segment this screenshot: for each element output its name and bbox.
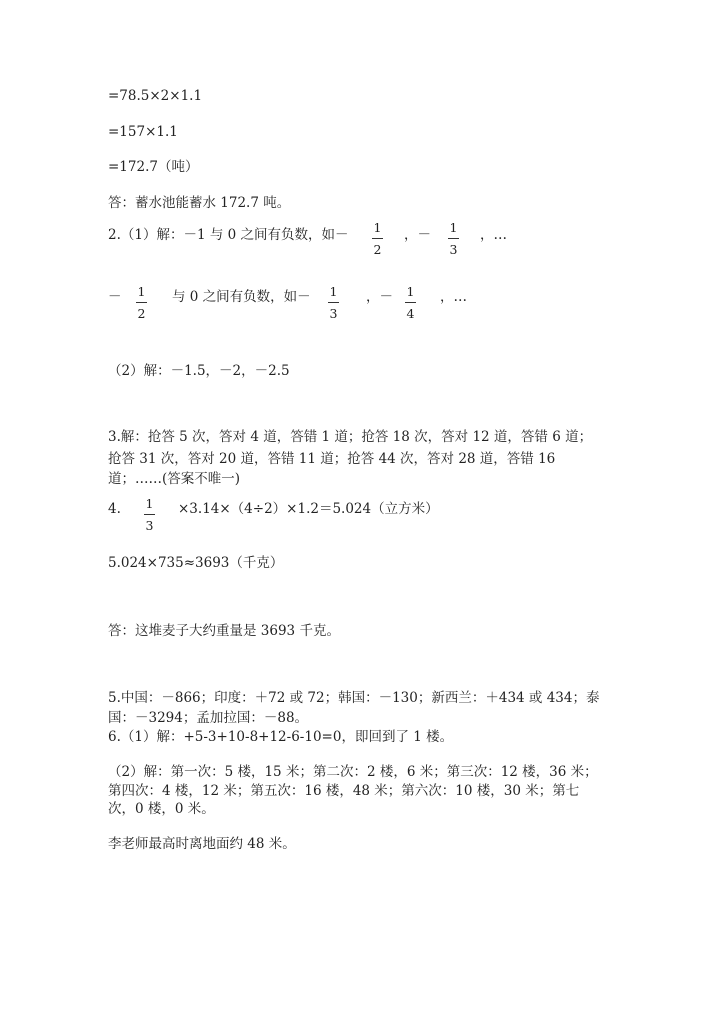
answer-line-1: 答：蓄水池能蓄水 172.7 吨。 — [108, 195, 291, 211]
fraction-denominator: 3 — [449, 242, 458, 257]
q5-line2: 国：－3294；孟加拉国：－88。 — [108, 710, 309, 726]
fraction-bar — [328, 302, 339, 303]
fraction-one-quarter — [405, 284, 416, 321]
fraction-denominator: 3 — [329, 306, 338, 321]
calc-line-1: =78.5×2×1.1 — [108, 88, 203, 104]
calc-line-3: =172.7（吨） — [108, 159, 199, 175]
q2-line2-end: ，… — [440, 289, 467, 305]
q2-part1-end: ，… — [480, 227, 507, 243]
fraction-bar — [372, 238, 383, 239]
fraction-numerator: 1 — [449, 220, 458, 235]
q3-line3: 道；……(答案不唯一) — [108, 471, 241, 487]
fraction-numerator: 1 — [373, 220, 382, 235]
q4-expression: ×3.14×（4÷2）×1.2＝5.024（立方米） — [178, 501, 439, 517]
fraction-numerator: 1 — [137, 284, 146, 299]
q4-number: 4. — [108, 501, 121, 517]
calc-line-2: =157×1.1 — [108, 124, 178, 140]
q6-line4: 次，0 楼，0 米。 — [108, 801, 215, 817]
q6-answer: 李老师最高时离地面约 48 米。 — [108, 836, 296, 852]
q6-line3: 第四次：4 楼，12 米；第五次：16 楼，48 米；第六次：10 楼，30 米；第七 — [108, 783, 580, 799]
fraction-bar — [448, 238, 459, 239]
q2-part2: （2）解：－1.5，－2，－2.5 — [108, 363, 290, 379]
q2-part1-text: 2.（1）解：－1 与 0 之间有负数，如－ — [108, 227, 349, 243]
q2-line2-minus: － — [108, 289, 122, 305]
q4-answer: 答：这堆麦子大约重量是 3693 千克。 — [108, 623, 340, 639]
fraction-numerator: 1 — [329, 284, 338, 299]
q6-line1: 6.（1）解：+5-3+10-8+12-6-10=0，即回到了 1 楼。 — [108, 729, 454, 745]
q2-line2-text: 与 0 之间有负数，如－ — [172, 289, 311, 305]
q3-line1: 3.解：抢答 5 次，答对 4 道，答错 1 道；抢答 18 次，答对 12 道，答错 6 道； — [108, 429, 593, 445]
q4-line2: 5.024×735≈3693（千克） — [108, 555, 284, 571]
fraction-denominator: 2 — [373, 242, 382, 257]
q3-line2: 抢答 31 次，答对 20 道，答错 11 道；抢答 44 次，答对 28 道，答错 16 — [108, 451, 556, 467]
fraction-numerator: 1 — [406, 284, 415, 299]
fraction-bar — [144, 514, 155, 515]
fraction-one-half — [372, 220, 383, 257]
fraction-one-third — [144, 496, 155, 533]
fraction-one-third — [328, 284, 339, 321]
fraction-one-third — [448, 220, 459, 257]
fraction-bar — [405, 302, 416, 303]
q5-line1: 5.中国：－866；印度：＋72 或 72；韩国：－130；新西兰：＋434 或 434；泰 — [108, 690, 600, 706]
q2-part1-sep: ，－ — [404, 227, 431, 243]
fraction-denominator: 2 — [137, 306, 146, 321]
q6-line2: （2）解：第一次：5 楼，15 米；第二次：2 楼，6 米；第三次：12 楼，36 米； — [108, 764, 598, 780]
fraction-bar — [136, 302, 147, 303]
q2-line2-sep: ，－ — [366, 289, 393, 305]
fraction-denominator: 3 — [145, 518, 154, 533]
fraction-numerator: 1 — [145, 496, 154, 511]
fraction-denominator: 4 — [406, 306, 415, 321]
fraction-one-half — [136, 284, 147, 321]
